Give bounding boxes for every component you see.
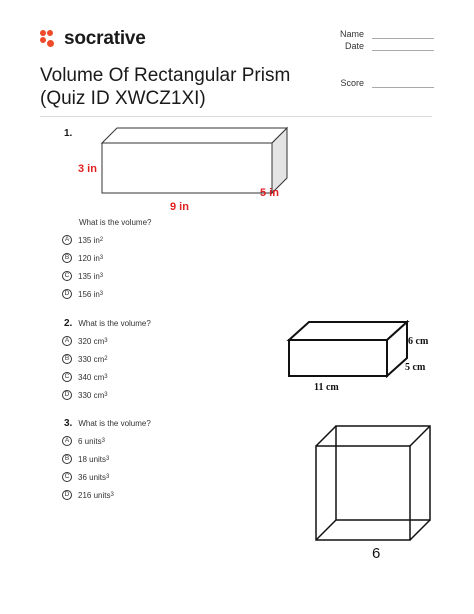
q1-option-c[interactable]: C 135 in 3: [62, 267, 103, 285]
name-line: [372, 30, 434, 39]
question-1-figure: [60, 124, 290, 216]
q1-option-b[interactable]: B 120 in 3: [62, 249, 103, 267]
q2-option-d[interactable]: D 330 cm 3: [62, 386, 108, 404]
q2-option-c[interactable]: C 340 cm 3: [62, 368, 108, 386]
question-1-prompt: What is the volume?: [79, 218, 152, 227]
header-divider: [40, 116, 432, 117]
cube-edge: [410, 426, 430, 446]
socrative-logo-icon: [40, 30, 58, 48]
name-label: Name: [339, 29, 364, 39]
question-2-prompt: What is the volume?: [78, 319, 151, 328]
q1-option-a[interactable]: A 135 in 2: [62, 231, 103, 249]
question-2-figure: [282, 312, 442, 396]
q1-depth-label: 5 in: [260, 187, 279, 199]
q1-length-label: 9 in: [170, 201, 189, 213]
question-3-figure: [308, 416, 438, 562]
prism-front-face: [102, 143, 272, 193]
question-3-prompt: What is the volume?: [78, 419, 151, 428]
question-1-options: [62, 231, 103, 303]
page-title: [40, 64, 290, 110]
question-3-number: 3.: [64, 418, 73, 429]
cube-edge: [316, 520, 336, 540]
question-2-options: [62, 332, 108, 404]
cube-edge: [316, 426, 336, 446]
question-2-number: 2.: [64, 318, 73, 329]
date-field: [316, 41, 434, 51]
question-3-header: [64, 418, 151, 429]
question-2-header: [64, 318, 151, 329]
q2-depth-label: 5 cm: [405, 362, 426, 373]
score-label: Score: [340, 78, 364, 88]
q1-option-d[interactable]: D 156 in 3: [62, 285, 103, 303]
score-field: [316, 78, 434, 88]
q2-option-b[interactable]: B 330 cm 2: [62, 350, 108, 368]
date-line: [372, 42, 434, 51]
q3-option-a[interactable]: A 6 units 3: [62, 432, 114, 450]
q2-option-a[interactable]: A 320 cm 3: [62, 332, 108, 350]
socrative-logo: [40, 28, 146, 50]
q3-option-b[interactable]: B 18 units 3: [62, 450, 114, 468]
name-field: [316, 29, 434, 39]
title-line-2: (Quiz ID XWCZ1XI): [40, 88, 206, 109]
question-1-number: 1.: [64, 128, 73, 139]
title-line-1: Volume Of Rectangular Prism: [40, 65, 291, 86]
question-3-options: [62, 432, 114, 504]
score-line: [372, 79, 434, 88]
q3-option-d[interactable]: D 216 units 3: [62, 486, 114, 504]
date-label: Date: [344, 41, 364, 51]
q3-side-label: 6: [372, 545, 381, 562]
cube-edge: [410, 520, 430, 540]
q2-height-label: 6 cm: [408, 336, 429, 347]
brand-name: socrative: [64, 28, 146, 49]
q1-height-label: 3 in: [78, 163, 97, 175]
prism-front-face: [289, 340, 387, 376]
prism-top-face: [102, 128, 287, 143]
q2-length-label: 11 cm: [314, 382, 339, 393]
q3-option-c[interactable]: C 36 units 3: [62, 468, 114, 486]
